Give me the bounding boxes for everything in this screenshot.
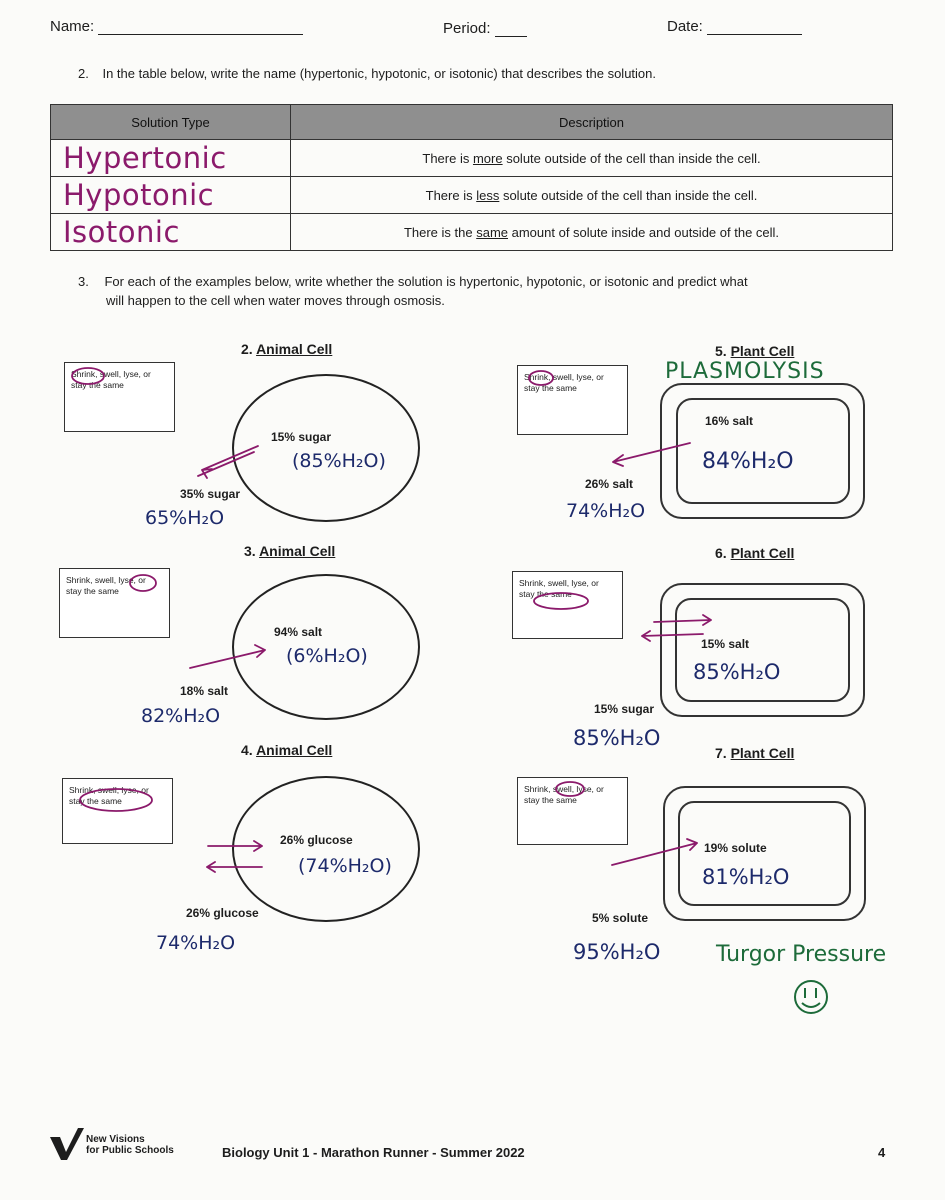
example-3-inside-label: 94% salt <box>274 625 323 639</box>
example-5-answer-box[interactable]: Shrink, swell, lyse, or stay the same <box>517 365 628 435</box>
example-7-inside-label: 19% solute <box>704 841 767 855</box>
example-6-answer-box[interactable]: Shrink, swell, lyse, or stay the same <box>512 571 623 639</box>
arrow-right-icon <box>208 841 262 851</box>
example-7-note: Turgor Pressure <box>716 942 887 967</box>
circle-mark-stay-same <box>80 789 152 811</box>
example-4-outside-label: 26% glucose <box>186 906 259 920</box>
arrow-out-icon <box>198 446 258 478</box>
example-2-outside-label: 35% sugar <box>180 487 241 501</box>
example-7-answer-box[interactable]: Shrink, swell, lyse, or stay the same <box>517 777 628 845</box>
example-4-title: 4. Animal Cell <box>241 742 333 758</box>
smiley-face-icon <box>795 981 827 1013</box>
example-3-outside-label: 18% salt <box>180 684 229 698</box>
example-5-inside-h2o: 84%H₂O <box>702 449 794 474</box>
example-4-answer-box[interactable]: Shrink, swell, lyse, or stay the same <box>62 778 173 844</box>
circle-mark-swell-7 <box>556 782 584 796</box>
example-6-outside-h2o: 85%H₂O <box>573 726 661 750</box>
arrow-right-icon <box>654 615 711 625</box>
footer-org-line1: New Visions <box>86 1134 145 1145</box>
question-3-line1: For each of the examples below, write whether the solution is hypertonic, hypotonic, or isotonic and predict what <box>104 274 748 289</box>
example-6-outside-label: 15% sugar <box>594 702 655 716</box>
example-5-outside-h2o: 74%H₂O <box>566 500 646 522</box>
description-cell: There is more solute outside of the cell than inside the cell. <box>291 140 893 177</box>
circle-mark-stay-same-6 <box>534 593 588 609</box>
table-header-solution-type: Solution Type <box>51 105 291 140</box>
description-cell: There is the same amount of solute inside and outside of the cell. <box>291 214 893 251</box>
question-2-number: 2. <box>78 66 89 81</box>
question-3-number: 3. <box>78 274 89 289</box>
table-header-description: Description <box>291 105 893 140</box>
example-5-inside-label: 16% salt <box>705 414 754 428</box>
example-2-title: 2. Animal Cell <box>241 341 333 357</box>
example-4-outside-h2o: 74%H₂O <box>156 932 236 954</box>
example-3-outside-h2o: 82%H₂O <box>141 705 221 727</box>
example-4-inside-h2o: (74%H₂O) <box>298 855 392 877</box>
example-2-answer-box[interactable]: Shrink, swell, lyse, or stay the same <box>64 362 175 432</box>
example-2-inside-h2o: (85%H₂O) <box>292 450 386 472</box>
page-number: 4 <box>878 1145 886 1160</box>
example-7-outside-label: 5% solute <box>592 911 649 925</box>
name-label: Name: <box>50 18 95 35</box>
answer-cell[interactable]: Hypertonic <box>51 140 291 177</box>
circle-mark-lyse <box>130 575 156 591</box>
example-6-title: 6. Plant Cell <box>715 545 795 561</box>
arrow-left-icon <box>207 862 262 872</box>
arrow-in-icon <box>612 839 697 865</box>
answer-cell[interactable]: Hypotonic <box>51 177 291 214</box>
question-3-line2: will happen to the cell when water moves through osmosis. <box>106 293 445 308</box>
footer-course: Biology Unit 1 - Marathon Runner - Summer 2022 <box>222 1145 525 1160</box>
example-3-inside-h2o: (6%H₂O) <box>286 645 368 667</box>
example-5-note: PLASMOLYSIS <box>665 359 825 384</box>
period-label: Period: <box>443 20 491 37</box>
example-6-inside-h2o: 85%H₂O <box>693 660 781 684</box>
example-5-title: 5. Plant Cell <box>715 343 795 359</box>
example-4-inside-label: 26% glucose <box>280 833 353 847</box>
example-7-outside-h2o: 95%H₂O <box>573 940 661 964</box>
arrow-out-icon <box>613 443 690 466</box>
checkmark-logo-icon <box>50 1128 84 1160</box>
footer-org-line2: for Public Schools <box>86 1145 174 1156</box>
example-7-title: 7. Plant Cell <box>715 745 795 761</box>
example-7-inside-h2o: 81%H₂O <box>702 865 790 889</box>
example-6-inside-label: 15% salt <box>701 637 750 651</box>
example-2-outside-h2o: 65%H₂O <box>145 507 225 529</box>
date-label: Date: <box>667 18 703 35</box>
circle-mark-shrink-5 <box>529 371 553 385</box>
question-2-text: In the table below, write the name (hypertonic, hypotonic, or isotonic) that describes the solution. <box>102 66 656 81</box>
description-cell: There is less solute outside of the cell than inside the cell. <box>291 177 893 214</box>
example-2-inside-label: 15% sugar <box>271 430 332 444</box>
footer-org <box>86 1134 174 1156</box>
arrow-in-icon <box>190 645 265 668</box>
answer-cell[interactable]: Isotonic <box>51 214 291 251</box>
arrow-left-icon <box>642 631 703 641</box>
circle-mark-shrink <box>72 368 104 384</box>
example-3-title: 3. Animal Cell <box>244 543 336 559</box>
example-5-outside-label: 26% salt <box>585 477 634 491</box>
example-3-answer-box[interactable]: Shrink, swell, lyse, or stay the same <box>59 568 170 638</box>
